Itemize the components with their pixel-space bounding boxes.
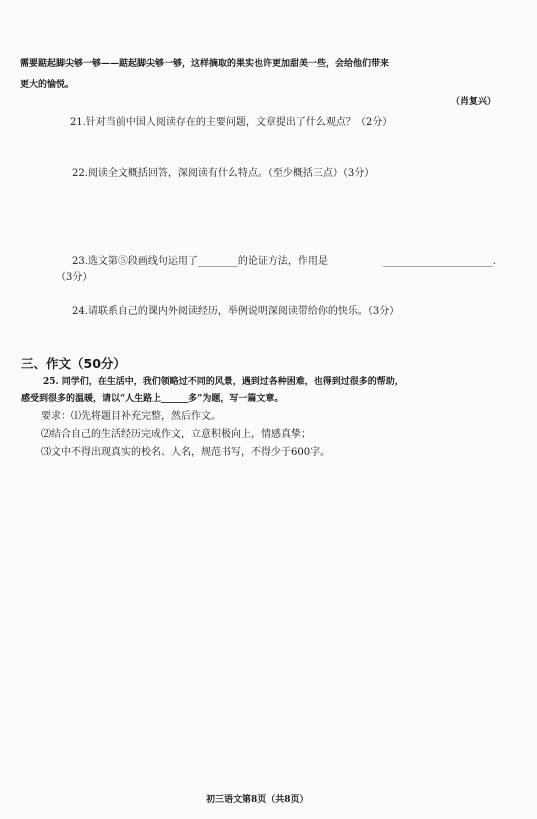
question-23-answer-blank: ______________________. bbox=[382, 256, 497, 267]
composition-prompt-line-2: 感受到很多的温暖，请以“人生路上______多”为题，写一篇文章。 bbox=[21, 394, 284, 404]
question-23-text: 23.选文第⑤段画线句运用了________的论证方法，作用是 bbox=[72, 256, 328, 267]
question-21: 21.针对当前中国人阅读存在的主要问题，文章提出了什么观点？（2分） bbox=[70, 117, 393, 128]
passage-line-2: 更大的愉悦。 bbox=[20, 80, 75, 90]
composition-prompt-line-1: 25. 同学们，在生活中，我们领略过不同的风景，遇到过各种困难，也得到过很多的帮助， bbox=[43, 377, 404, 387]
question-23 bbox=[72, 257, 496, 267]
question-23-score: （3分） bbox=[56, 272, 93, 283]
composition-requirement-2: ⑵结合自己的生活经历完成作文，立意积极向上，情感真挚； bbox=[41, 429, 311, 440]
composition-heading: 三、作文（50分） bbox=[21, 356, 126, 371]
page-footer: 初三语文第8页（共8页） bbox=[206, 795, 309, 805]
composition-requirement-3: ⑶文中不得出现真实的校名、人名，规范书写，不得少于600字。 bbox=[41, 447, 331, 458]
question-22: 22.阅读全文概括回答，深阅读有什么特点。（至少概括三点）（3分） bbox=[72, 168, 375, 179]
passage-line-1: 需要踮起脚尖够一够——踮起脚尖够一够，这样摘取的果实也许更加甜美一些，会给他们带来 bbox=[20, 59, 390, 69]
composition-requirement-1: 要求：⑴先将题目补充完整，然后作文。 bbox=[41, 411, 221, 422]
passage-author: （肖复兴） bbox=[451, 97, 497, 107]
question-24: 24.请联系自己的课内外阅读经历，举例说明深阅读带给你的快乐。（3分） bbox=[72, 306, 400, 317]
